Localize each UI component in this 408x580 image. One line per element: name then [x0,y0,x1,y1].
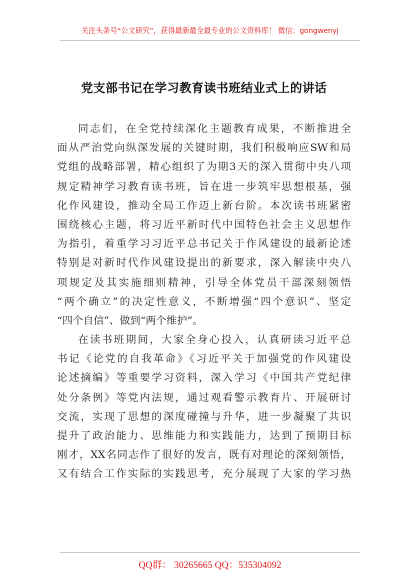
header-banner: 关注头条号“公文研究”，获得最新最全最专业的公文资料库！ 微信：gongwenyj [81,26,339,35]
body-line: 交流，实现了思想的深度碰撞与升华，进一步凝聚了共识 [57,410,351,423]
body-line: 特别是对新时代作风建设提出的新要求，深入解读中央八 [57,257,351,270]
body-line: 书记《论党的自我革命》《习近平关于加强党的作风建设 [57,353,351,366]
body-line: 党组的战略部署，精心组织了为期3天的深入贯彻中央八项 [57,161,351,174]
footer-divider [60,552,360,553]
body-line: 同志们，在全党持续深化主题教育成果，不断推进全 [78,123,351,135]
body-line: 围绕核心主题，将习近平新时代中国特色社会主义思想作 [57,218,351,231]
body-line: 面从严治党向纵深发展的关键时期，我们积极响应SW和局 [57,142,351,155]
body-line: 为指引，着重学习习近平总书记关于作风建设的最新论述 [57,238,351,251]
footer-contact: QQ群： 30265665 QQ：535304092 [138,560,282,571]
document-title: 党支部书记在学习教育读书班结业式上的讲话 [80,81,327,95]
body-line: 提升了政治能力、思维能力和实践能力，达到了预期目标 [57,430,351,442]
body-line: 项规定及其实施细则精神，引导全体党员干部深刻领悟 [57,276,351,289]
body-line: 规定精神学习教育读书班，旨在进一步筑牢思想根基，强 [57,180,351,193]
body-line: 化作风建设，推动全局工作迈上新台阶。本次读书班紧密 [57,199,351,212]
body-line: “两个确立”的决定性意义，不断增强“四个意识”、坚定 [57,295,351,308]
body-line: 处分条例》等党内法规，通过观看警示教育片、开展研讨 [57,391,351,404]
body-line: 刚才，XX名同志作了很好的发言，既有对理论的深刻领悟， [57,449,351,462]
body-line: 论述摘编》等重要学习资料，深入学习《中国共产党纪律 [57,372,351,385]
body-line: “四个自信”、做到“两个维护”。 [57,314,203,327]
document-body [57,120,351,485]
body-line: 又有结合工作实际的实践思考，充分展现了大家的学习热 [57,468,351,481]
header-divider [60,40,360,41]
body-line: 在读书班期间，大家全身心投入，认真研读习近平总 [78,334,351,347]
